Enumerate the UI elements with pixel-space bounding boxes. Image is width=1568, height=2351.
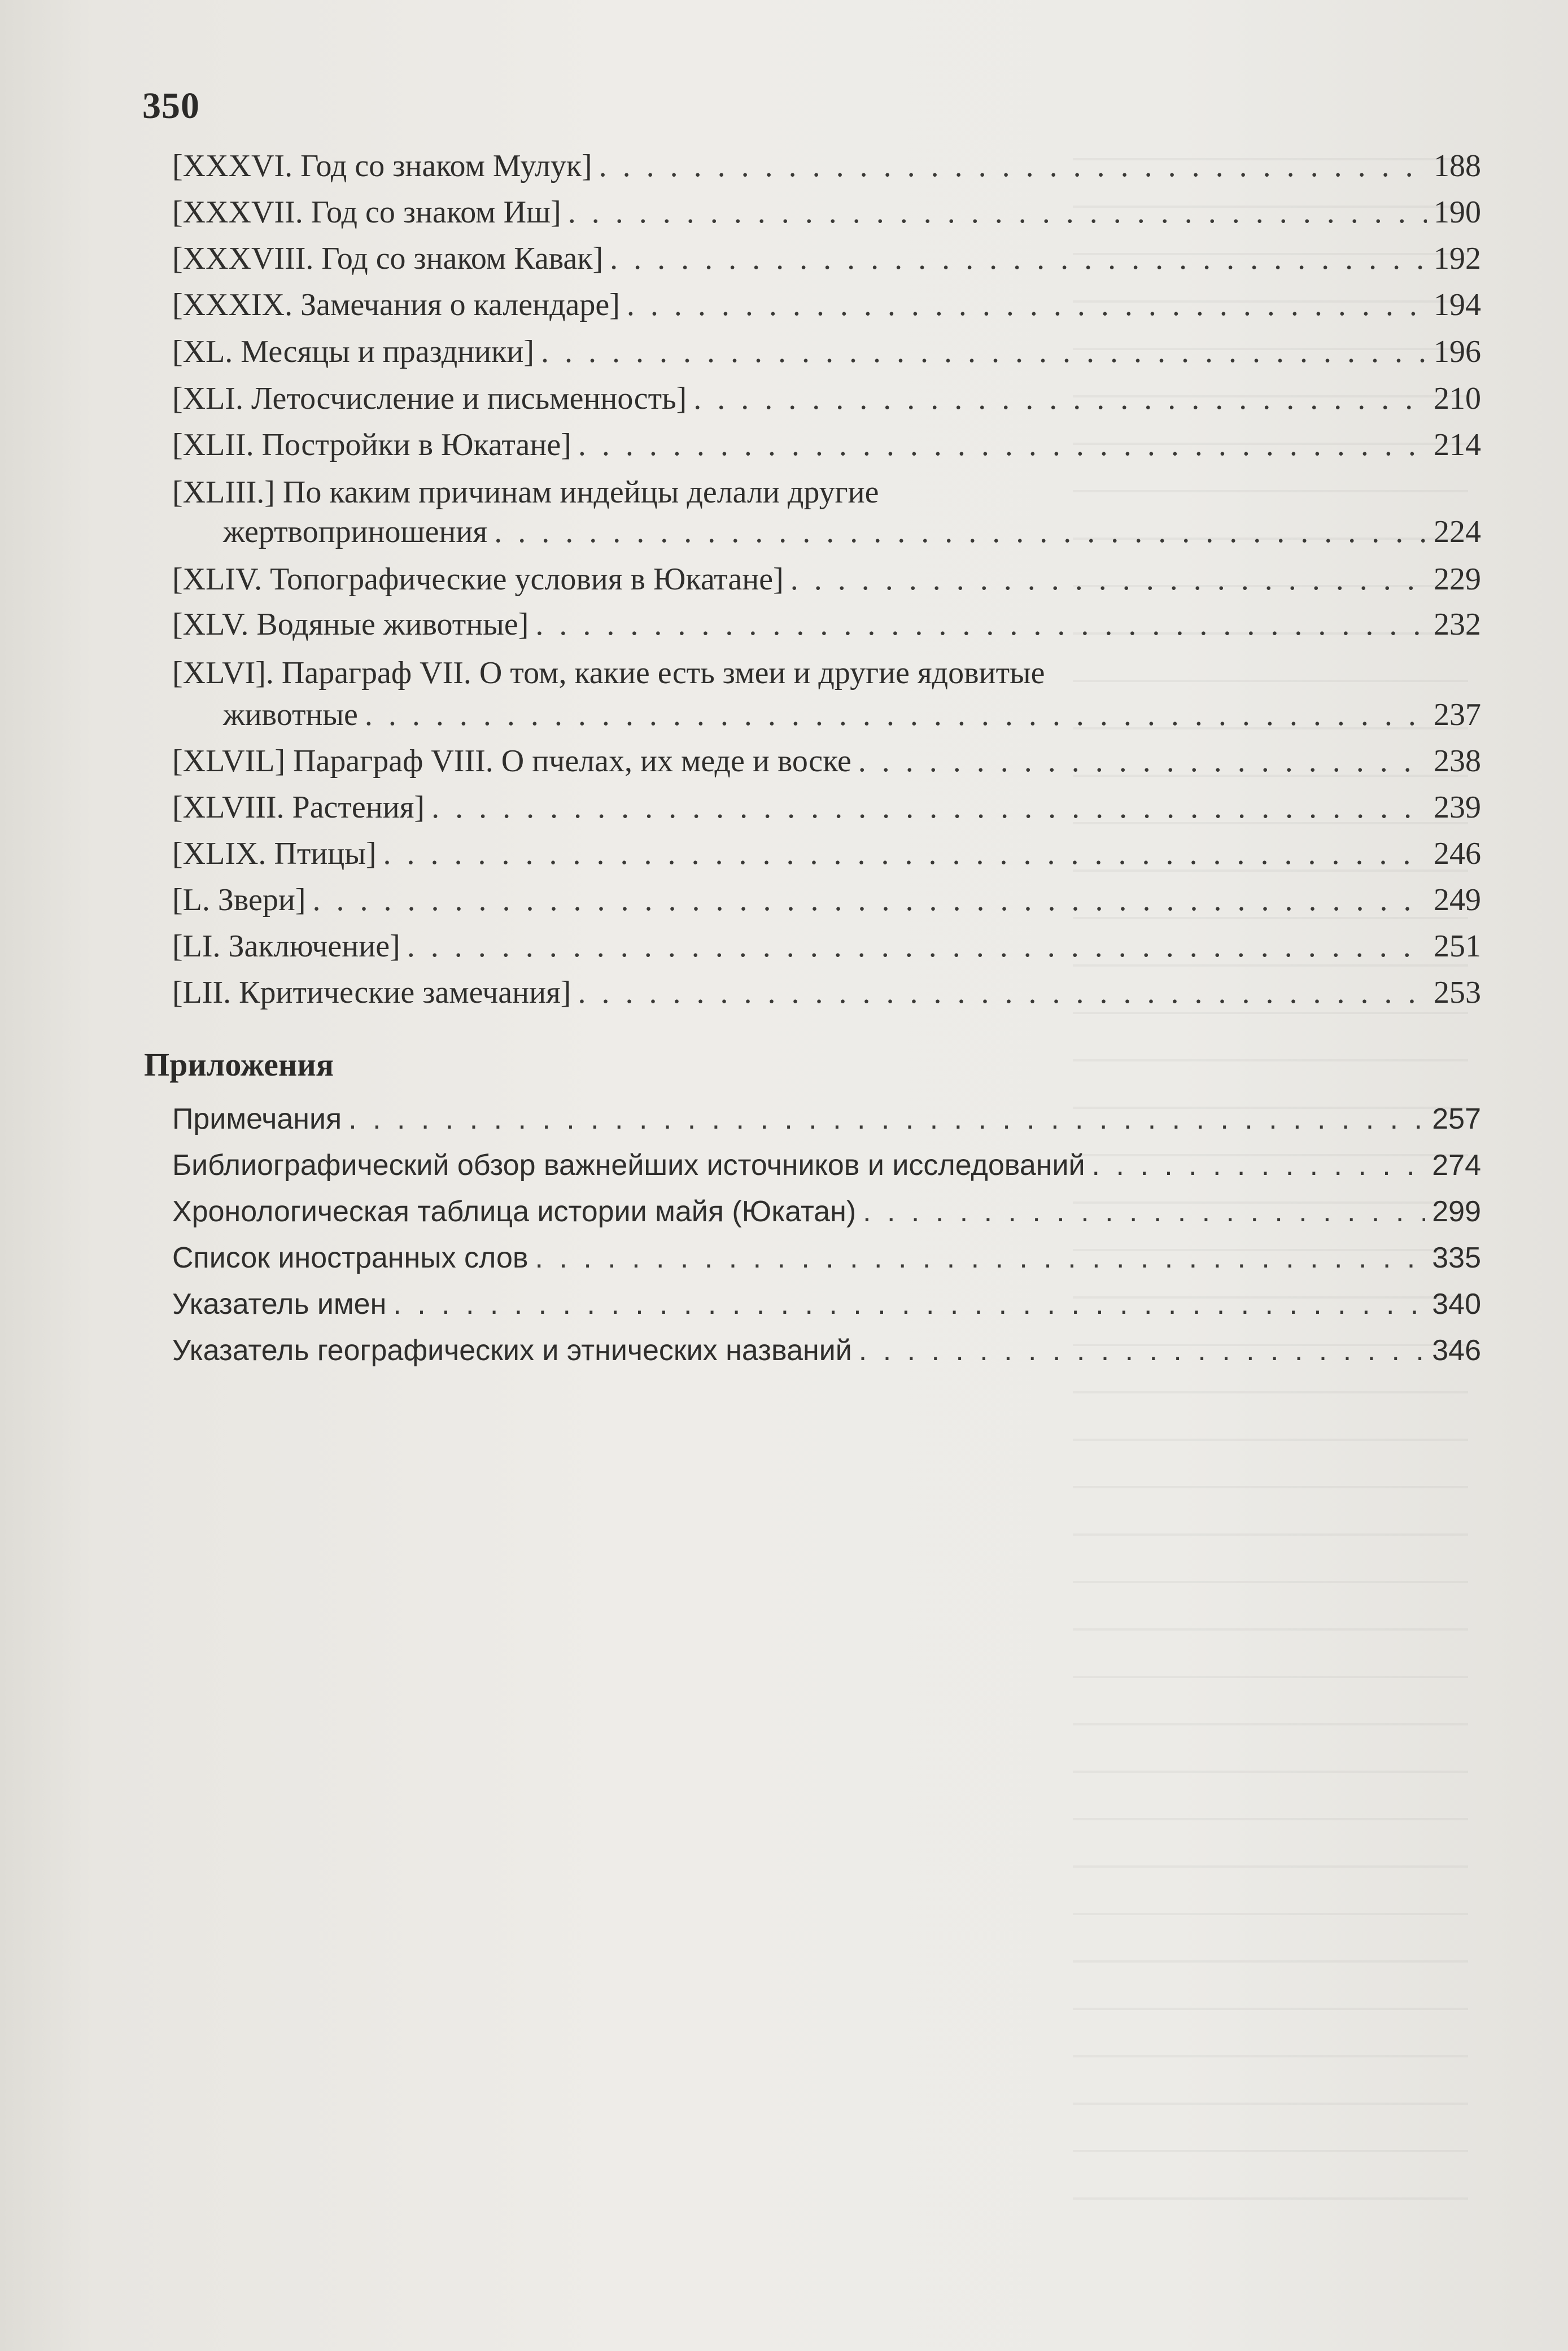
appendix-entry-page: 346 [1432, 1334, 1481, 1367]
toc-entry[interactable] [172, 969, 1481, 1016]
toc-entry-page: 229 [1434, 562, 1481, 597]
appendix-entry[interactable] [172, 1142, 1481, 1189]
toc-entry-page: 239 [1434, 790, 1481, 825]
toc-entry-page: 224 [1434, 514, 1481, 549]
toc-entry-title: [XL. Месяцы и праздники] [172, 334, 534, 369]
toc-entry-line2[interactable] [172, 691, 1481, 738]
appendix-entry[interactable] [172, 1188, 1481, 1235]
toc-entry[interactable] [172, 876, 1481, 924]
toc-entry-page: 249 [1434, 882, 1481, 917]
toc-entry-title: [XLII. Постройки в Юкатане] [172, 427, 571, 462]
toc-entry-page: 246 [1434, 836, 1481, 871]
appendix-entry-page: 335 [1432, 1242, 1481, 1274]
dot-leader [535, 601, 1427, 648]
toc-entry-page: 196 [1434, 334, 1481, 369]
toc-entry-page: 188 [1434, 148, 1481, 183]
toc-entry-line1[interactable] [172, 649, 1481, 697]
toc-entry-title: [XLIII.] По каким причинам индейцы делали другие [172, 475, 879, 510]
dot-leader [858, 737, 1427, 785]
appendix-entry-page: 340 [1432, 1288, 1481, 1321]
appendix-entry[interactable] [172, 1095, 1481, 1143]
toc-entry[interactable] [172, 375, 1481, 422]
dot-leader [541, 328, 1427, 375]
toc-entry[interactable] [172, 601, 1481, 648]
toc-entry-title-continued: жертвоприношения [223, 514, 488, 549]
toc-entry-page: 190 [1434, 195, 1481, 230]
toc-entry-title: [XXXVIII. Год со знаком Кавак] [172, 241, 604, 276]
toc-entry[interactable] [172, 923, 1481, 970]
toc-entry-title: [LI. Заключение] [172, 929, 400, 964]
appendix-entry-title: Примечания [172, 1103, 342, 1135]
toc-entry-title: [XXXIX. Замечания о календаре] [172, 287, 620, 322]
dot-leader [535, 1234, 1426, 1282]
dot-leader [578, 421, 1427, 469]
dot-leader [859, 1327, 1425, 1374]
appendix-entry-title: Указатель географических и этнических названий [172, 1334, 852, 1367]
toc-entry-line2[interactable] [172, 508, 1481, 556]
dot-leader [393, 1281, 1425, 1328]
page-number: 350 [142, 85, 200, 126]
toc-entry[interactable] [172, 189, 1481, 236]
toc-entry[interactable] [172, 235, 1481, 282]
appendix-entry[interactable] [172, 1327, 1481, 1374]
toc-entry[interactable] [172, 281, 1481, 329]
toc-entry-page: 237 [1434, 697, 1481, 732]
toc-entry[interactable] [172, 421, 1481, 469]
toc-entry-title: [XLI. Летосчисление и письменность] [172, 381, 687, 416]
toc-entry-title: [XLIX. Птицы] [172, 836, 377, 871]
toc-entry-page: 238 [1434, 744, 1481, 779]
dot-leader [610, 235, 1427, 282]
dot-leader [1092, 1142, 1426, 1189]
toc-entry[interactable] [172, 556, 1481, 603]
dot-leader [568, 189, 1427, 236]
dot-leader [863, 1188, 1425, 1235]
dot-leader [348, 1095, 1425, 1143]
toc-entry-title: [XLVIL] Параграф VIII. О пчелах, их меде и воске [172, 744, 851, 779]
toc-entry-title: [LII. Критические замечания] [172, 975, 571, 1010]
toc-entry-page: 210 [1434, 381, 1481, 416]
appendix-entry[interactable] [172, 1234, 1481, 1282]
toc-entry-title: [XLIV. Топографические условия в Юкатане] [172, 562, 784, 597]
toc-entry-page: 194 [1434, 287, 1481, 322]
appendix-entry-title: Хронологическая таблица истории майя (Юкатан) [172, 1195, 857, 1228]
dot-leader [494, 508, 1427, 556]
appendix-entry-title: Библиографический обзор важнейших источников и исследований [172, 1149, 1085, 1182]
dot-leader [383, 830, 1427, 877]
toc-entry[interactable] [172, 328, 1481, 375]
toc-entry-page: 214 [1434, 427, 1481, 462]
dot-leader [599, 142, 1427, 190]
toc-entry[interactable] [172, 737, 1481, 785]
appendix-entry-page: 274 [1432, 1149, 1481, 1182]
appendix-entry-page: 257 [1432, 1103, 1481, 1135]
toc-entry-title: [XLVIII. Растения] [172, 790, 425, 825]
toc-entry-title: [L. Звери] [172, 882, 306, 917]
toc-entry-title: [XXXVI. Год со знаком Мулук] [172, 148, 592, 183]
toc-entry-title-continued: животные [223, 697, 358, 732]
toc-entry-page: 253 [1434, 975, 1481, 1010]
appendix-entry-page: 299 [1432, 1195, 1481, 1228]
dot-leader [578, 969, 1427, 1016]
toc-entry-page: 232 [1434, 607, 1481, 642]
appendix-heading: Приложения [144, 1046, 334, 1083]
toc-entry-page: 251 [1434, 929, 1481, 964]
appendix-entry[interactable] [172, 1281, 1481, 1328]
dot-leader [365, 691, 1427, 738]
toc-entry-title: [XLVI]. Параграф VII. О том, какие есть змеи и другие ядовитые [172, 656, 1045, 691]
dot-leader [431, 784, 1427, 831]
appendix-entry-title: Список иностранных слов [172, 1242, 529, 1274]
appendix-entry-title: Указатель имен [172, 1288, 387, 1321]
toc-entry[interactable] [172, 830, 1481, 877]
dot-leader [407, 923, 1427, 970]
toc-entry-title: [XLV. Водяные животные] [172, 607, 529, 642]
toc-entry-title: [XXXVII. Год со знаком Иш] [172, 195, 561, 230]
toc-entry-page: 192 [1434, 241, 1481, 276]
dot-leader [627, 281, 1427, 329]
toc-entry[interactable] [172, 784, 1481, 831]
dot-leader [313, 876, 1427, 924]
dot-leader [693, 375, 1427, 422]
dot-leader [790, 556, 1427, 603]
toc-entry[interactable] [172, 142, 1481, 190]
